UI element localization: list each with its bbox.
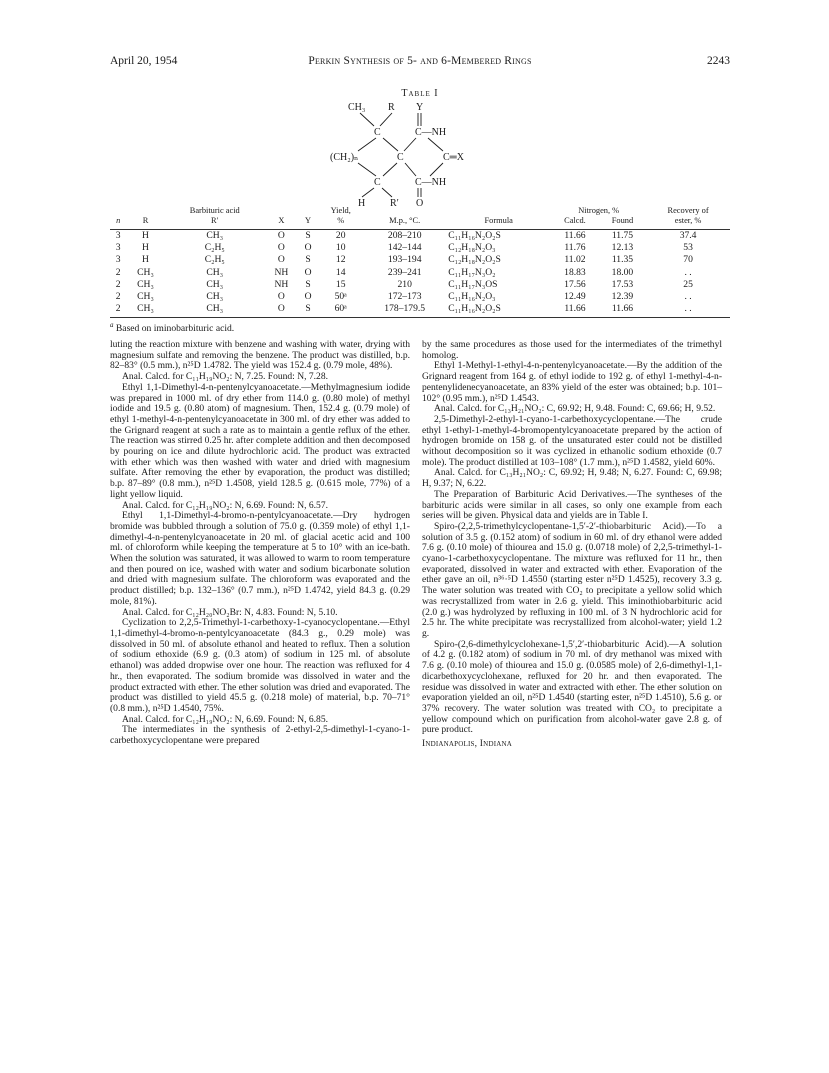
structure-bond xyxy=(383,163,397,176)
table-header-row-top xyxy=(110,206,730,216)
analysis-paragraph: Anal. Calcd. for C₁₃H₂₁NO₂: C, 69.92; H, 9.48. Found: C, 69.66; H, 9.52. xyxy=(434,403,716,415)
analysis-paragraph: Anal. Calcd. for C₁₂H₁₉NO₂: N, 6.69. Found: N, 6.57. xyxy=(122,499,328,511)
header-x: X xyxy=(278,215,285,225)
structure-bond xyxy=(404,138,416,151)
structure-bond xyxy=(383,138,398,151)
procedure-paragraph: Spiro-(2,6-dimethylcyclohexane-1,5′,2′-thiobarbituric Acid).—A solution of 4.2 g. (0.182 atom) of sodium in 70 ml. of dry methanol was mixed with 7.6 g. (0.10 mole) of thiourea and 15.0 g. (0.0585 mole) of 2,6-dimethyl-1,1-dicarbethoxycyclohexane, refluxed for 20 hr. and then evaporated. The residue was dissolved in water and extracted with ether. The ether solution on evaporation yielded an oil, n²⁵D 1.4540 (starting ester, n²⁵D 1.4510), 5.6 g. or 37% recovery. The water solution was treated with CO₂ to precipitate a yellow compound which on purification from alcohol-water gave 2.8 g. of pure product. xyxy=(422,638,722,736)
table-header-row xyxy=(110,216,730,226)
footnote-mark: a xyxy=(110,321,114,329)
results-table xyxy=(110,206,730,318)
procedure-paragraph: Ethyl 1,1-Dimethyl-4-n-pentenylcyanoacetate.—Methylmagnesium iodide was prepared in 1000 ml. of dry ether from 114.0 g. (0.80 mole) of methyl iodide and 19.5 g. (0.80 atom) of magnesium. Then, 152.4 g. (0.79 mole) of ethyl 1-methyl-4-n-pentenylcyanoacetate in 300 ml. of dry ether was added to the Grignard reagent at such a rate as to maintain a gentle reflux of the ether. The reaction was stirred 0.25 hr. after complete addition and then decomposed by pouring on ice and dilute hydrochloric acid. The product was extracted with ether which was then washed with water and dried with magnesium sulfate. After removing the ether by evaporation, the product was distilled; b.p. 87–89° (0.8 mm.), n²⁵D 1.4508, yield 128.5 g. (0.615 mole, 77%) of a light yellow liquid. xyxy=(110,381,410,500)
table-footnote xyxy=(110,321,234,334)
paragraph: luting the reaction mixture with benzene and washing with water, drying with magnesium sulfate and removing the benzene. The product was distilled, b.p. 82–83° (0.5 mm.), n²⁵D 1.4782. The yield was 152.4 g. (0.79 mole, 48%). xyxy=(110,339,410,372)
procedure-paragraph: Spiro-(2,2,5-trimethylcyclopentane-1,5′-2′-thiobarbituric Acid).—To a solution of 3.5 g. (0.152 atom) of sodium in 60 ml. of dry ethanol were added 7.6 g. (0.10 mole) of thiourea and 15.0 g. (0.0718 mole) of 2,2,5-trimethyl-1-cyano-1-carbethoxycyclopentane. The mixture was refluxed for 11 hr., then evaporated, dissolved in water and extracted with ether. Evaporation of the ether gave an oil, n³⁶·⁵D 1.4550 (starting ester n²⁵D 1.4525), recovery 3.3 g. The water solution was treated with CO₂ to precipitate a yellow solid which was recrystallized from water in 2.6 g. yield. This iminothiobarbituric acid (2.0 g.) was hydrolyzed by refluxing in 100 ml. of 3 N hydrochloric acid for 2.5 hr. The white precipitate was recrystallized from alcohol-water; yield 1.2 g. xyxy=(422,520,722,639)
structure-bond xyxy=(380,113,392,126)
header-yield-top: Yield, xyxy=(330,206,351,215)
header-n: n xyxy=(116,215,121,225)
structure-bond xyxy=(362,188,374,197)
structure-bond xyxy=(405,163,416,176)
table-caption: Table I xyxy=(401,88,439,99)
analysis-paragraph: Anal. Calcd. for C₁₁H₁₉NO₂: N, 7.25. Found: N, 7.28. xyxy=(122,371,328,383)
table-row: 3 H C₂H₅ O S 12 193–194 C₁₂H₁₈N₂O₂S 11.02 11.35 70 xyxy=(115,254,693,266)
structure-bond xyxy=(358,138,376,151)
running-header xyxy=(110,55,730,71)
structure-label-o: O xyxy=(416,198,424,208)
structure-bond xyxy=(430,163,443,176)
structure-label-ch3: CH₃ xyxy=(348,102,366,113)
issue-date: April 20, 1954 xyxy=(110,55,178,67)
structure-label-cnh-upper: C—NH xyxy=(415,127,447,138)
table-row: 3 H C₂H₅ O O 10 142–144 C₁₂H₁₈N₂O₃ 11.76 12.13 53 xyxy=(115,242,693,254)
structure-bond xyxy=(358,163,376,176)
structure-label-cnh-lower: C—NH xyxy=(415,177,447,188)
structure-label-r: R xyxy=(388,102,395,113)
chemical-structure-diagram xyxy=(330,98,530,208)
table-row: 2 CH₃ CH₃ O S 60ᵃ 178–179.5 C₁₁H₁₆N₂O₂S 11.66 11.66 . . xyxy=(110,303,730,318)
analysis-paragraph: Anal. Calcd. for C₁₂H₁₉NO₂: N, 6.69. Found: N, 6.85. xyxy=(122,713,328,725)
header-mp: M.p., °C. xyxy=(389,215,421,225)
header-recovery-top: Recovery of xyxy=(667,206,709,215)
header-yield: % xyxy=(337,215,345,225)
structure-bond xyxy=(382,188,392,197)
author-location: Indianapolis, Indiana xyxy=(422,738,512,750)
header-nitrogen: Nitrogen, % xyxy=(578,206,620,215)
structure-bond xyxy=(428,138,443,151)
header-found: Found xyxy=(611,215,634,225)
right-text-column xyxy=(422,340,722,750)
structure-label-c-upper: C xyxy=(374,127,381,138)
procedure-paragraph: Ethyl 1-Methyl-1-ethyl-4-n-pentenylcyanoacetate.—By the addition of the Grignard reagent from 164 g. of ethyl iodide to 192 g. of ethyl 1-methyl-4-n-pentenylidenecyanoacetate, an 83% yield of the ester was obtained; b.p. 101–102° (0.95 mm.), n²⁵D 1.4543. xyxy=(422,360,722,404)
procedure-paragraph: Ethyl 1,1-Dimethyl-4-bromo-n-pentylcyanoacetate.—Dry hydrogen bromide was bubbled through a solution of 75.0 g. (0.359 mole) of ethyl 1,1-dimethyl-4-n-pentenylcyanoacetate in 20 ml. of glacial acetic acid and 100 ml. of chloroform while keeping the temperature at 5 to 10° with an ice-bath. When the solution was saturated, it was allowed to warm to room temperature and then poured on ice, washed with water and sodium bicarbonate solution and dried with magnesium sulfate. The chloroform was evaporated and the product distilled; b.p. 132–136° (0.7 mm.), n²⁵D 1.4742, yield 84.3 g. (0.29 mole, 81%). xyxy=(110,510,410,607)
structure-label-ch2n: (CH₂)ₙ xyxy=(330,152,359,163)
structure-label-y: Y xyxy=(416,102,424,113)
paragraph: by the same procedures as those used for the intermediates of the trimethyl homolog. xyxy=(422,339,722,361)
structure-label-rprime: R′ xyxy=(390,198,399,208)
table-row: 2 CH₃ CH₃ NH S 15 210 C₁₁H₁₇N₃OS 17.56 17.53 25 xyxy=(115,278,693,290)
header-formula: Formula xyxy=(484,215,513,225)
analysis-paragraph: Anal. Calcd. for C₁₃H₂₁NO₂: C, 69.92; H, 9.48; N, 6.27. Found: C, 69.98; H, 9.37; N, 6.22. xyxy=(422,467,722,490)
structure-bond xyxy=(360,113,374,126)
paragraph: The intermediates in the synthesis of 2-ethyl-2,5-dimethyl-1-cyano-1-carbethoxycyclopentane were prepared xyxy=(110,724,410,747)
header-r: R xyxy=(142,215,149,225)
header-calcd: Calcd. xyxy=(564,215,586,225)
procedure-paragraph: 2,5-Dimethyl-2-ethyl-1-cyano-1-carbethoxycyclopentane.—The crude ethyl 1-ethyl-1-methyl-4-bromopentylcyanoacetate prepared by the action of hydrogen bromide on 158 g. of the unsaturated ester could not be distilled without decomposition so it was cyclized in ethanolic sodium ethoxide (0.7 mole). The product distilled at 103–108° (1.7 mm.), n²⁵D 1.4582, yield 60%. xyxy=(422,413,722,468)
header-barbituric-acid: Barbituric acid xyxy=(189,206,240,215)
footnote-text: Based on iminobarbituric acid. xyxy=(115,323,235,335)
section-paragraph: The Preparation of Barbituric Acid Derivatives.—The syntheses of the barbituric acids were similar in all cases, so only one example from each series will be given. Physical data and yields are in Table I. xyxy=(422,488,722,522)
header-y: Y xyxy=(305,215,312,225)
structure-label-h: H xyxy=(358,198,366,208)
table-row: 2 CH₃ CH₃ O O 50ᵃ 172–173 C₁₁H₁₆N₂O₃ 12.49 12.39 . . xyxy=(115,291,692,303)
running-title: Perkin Synthesis of 5- and 6-Membered Rings xyxy=(308,55,532,67)
analysis-paragraph: Anal. Calcd. for C₁₂H₂₀NO₂Br: N, 4.83. Found: N, 5.10. xyxy=(122,606,338,618)
left-text-column xyxy=(110,340,410,747)
structure-label-c-lower: C xyxy=(374,177,381,188)
page-number: 2243 xyxy=(707,55,730,67)
table-row: 2 CH₃ CH₃ NH O 14 239–241 C₁₁H₁₇N₃O₂ 18.83 18.00 . . xyxy=(115,266,692,278)
structure-label-cx: C═X xyxy=(443,152,464,163)
table-row: 3 H CH₃ O S 20 208–210 C₁₁H₁₆N₂O₂S 11.66 11.75 37.4 xyxy=(115,230,697,241)
header-recovery: ester, % xyxy=(674,215,702,225)
structure-label-c-spiro: C xyxy=(397,152,404,163)
header-rprime: R′ xyxy=(211,215,219,225)
procedure-paragraph: Cyclization to 2,2,5-Trimethyl-1-carbethoxy-1-cyanocyclopentane.—Ethyl 1,1-dimethyl-4-bromo-n-pentylcyanoacetate (84.3 g., 0.29 mole) was dissolved in 50 ml. of absolute ethanol and heated to reflux. Then a solution of sodium ethoxide (6.9 g. (0.3 atom) of sodium in 125 ml. of absolute ethanol) was added dropwise over one hour. The reaction was refluxed for 4 hr., then evaporated. The sodium bromide was dissolved in water and the product extracted with ether. The ether solution was dried and evaporated. The product was distilled to yield 45.5 g. (0.218 mole) of material, b.p. 70–71° (0.8 mm.), n²⁵D 1.4540, 75%. xyxy=(110,617,411,714)
